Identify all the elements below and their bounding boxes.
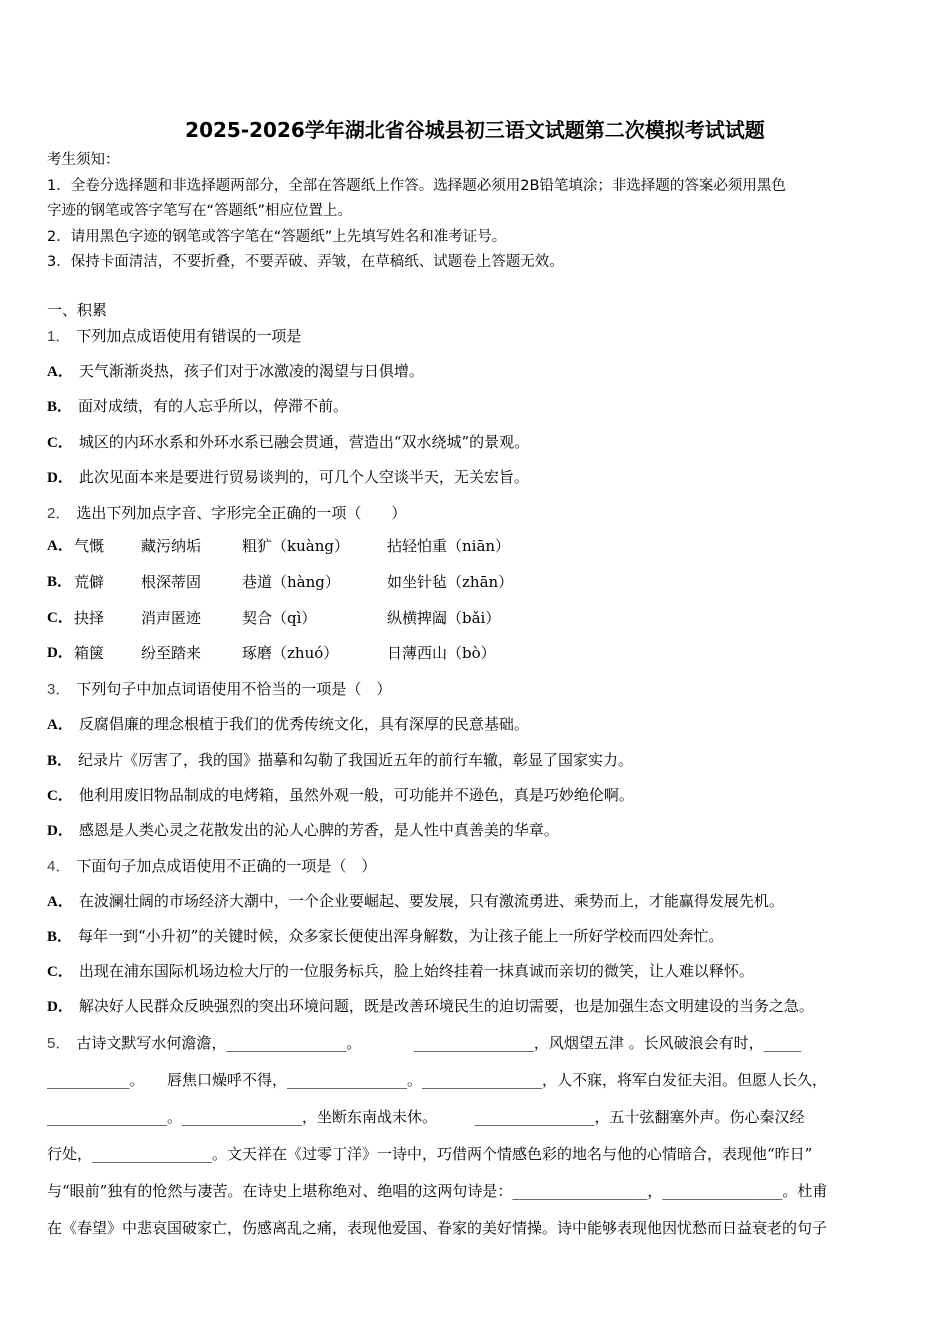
question-text-line: ________________。________________，坐断东南战未休。 ________________，五十弦翻塞外声。伤心秦汉经: [47, 1108, 805, 1126]
question-text-line: 古诗文默写水何澹澹，________________。 ________________，风烟望五津 。长风破浪会有时，_____: [76, 1034, 802, 1052]
question-text-line: ___________。 唇焦口燥呼不得，________________。________________，人不寐，将军白发征夫泪。但愿人长久，: [47, 1071, 828, 1089]
question-stem: 下列加点成语使用有错误的一项是: [76, 327, 302, 345]
option-b: [47, 572, 547, 592]
question-stem: 下列句子中加点词语使用不恰当的一项是（ ）: [76, 680, 392, 698]
question-1: [47, 326, 301, 347]
option-d: [47, 467, 529, 488]
option-d: [47, 820, 559, 841]
option-text: 解决好人民群众反映强烈的突出环境问题，既是改善环境民生的迫切需要，也是加强生态文明建设的当务之急。: [78, 997, 814, 1015]
question-3: [47, 679, 391, 700]
question-number: 1．: [47, 328, 71, 345]
option-b: [47, 926, 723, 947]
option-label: D．: [47, 470, 73, 486]
option-text: 出现在浦东国际机场边检大厅的一位服务标兵，脸上始终挂着一抹真诚而亲切的微笑，让人难以释怀。: [78, 962, 754, 980]
option-label: C．: [47, 435, 73, 451]
option-label: A．: [47, 364, 73, 380]
notice-item: 2．请用黑色字迹的钢笔或答字笔在“答题纸”上先填写姓名和准考证号。: [47, 229, 507, 245]
section-heading: 一、积累: [47, 301, 108, 319]
option-cell: 抉择: [74, 609, 105, 627]
option-text: 纪录片《厉害了，我的国》描摹和勾勒了我国近五年的前行车辙，彰显了国家实力。: [78, 751, 634, 769]
option-text: 面对成绩，有的人忘乎所以，停滞不前。: [78, 397, 349, 415]
option-cell: 粗犷（kuàng）: [242, 537, 349, 555]
question-5: [47, 1033, 801, 1054]
option-label: B．: [47, 753, 73, 769]
option-cell: 纷至踏来: [141, 644, 202, 662]
option-label: B．: [47, 929, 73, 945]
option-label: D．: [47, 823, 73, 839]
option-text: 反腐倡廉的理念根植于我们的优秀传统文化，具有深厚的民意基础。: [78, 715, 529, 733]
option-text: 在波澜壮阔的市场经济大潮中，一个企业要崛起、要发展，只有激流勇进、乘势而上，才能赢得发展先机。: [78, 892, 784, 910]
option-text: 城区的内环水系和外环水系已融会贯通，营造出“双水绕城”的景观。: [78, 433, 530, 451]
notice-item: 1．全卷分选择题和非选择题两部分，全部在答题纸上作答。选择题必须用2B铅笔填涂；非选择题的答案必须用黑色: [47, 178, 786, 194]
option-a: [47, 714, 529, 735]
option-label: A．: [47, 717, 73, 733]
option-label: C．: [47, 788, 73, 804]
option-cell: 藏污纳垢: [141, 537, 202, 555]
option-b: [47, 750, 633, 771]
option-a: [47, 536, 547, 556]
option-a: [47, 361, 424, 382]
option-c: [47, 961, 754, 982]
option-cell: 琢磨（zhuó）: [242, 644, 339, 662]
option-text: 此次见面本来是要进行贸易谈判的，可几个人空谈半天，无关宏旨。: [78, 468, 529, 486]
option-cell: 契合（qì）: [242, 609, 317, 627]
option-cell: 如坐针毡（zhān）: [387, 573, 514, 591]
question-text-line: 行处，________________。文天祥在《过零丁洋》一诗中，巧借两个情感色彩的地名与他的心情暗合，表现他“昨日”: [47, 1145, 813, 1163]
option-text: 每年一到“小升初”的关键时候，众多家长便使出浑身解数，为让孩子能上一所好学校而四处奔忙。: [78, 927, 724, 945]
question-number: 2．: [47, 505, 71, 522]
option-text: 感恩是人类心灵之花散发出的沁人心脾的芳香，是人性中真善美的华章。: [78, 821, 559, 839]
option-c: [47, 608, 547, 628]
question-2: [47, 503, 406, 524]
option-cell: 日薄西山（bò）: [387, 644, 496, 662]
option-cell: 气慨: [74, 537, 105, 555]
question-text-line: 与“眼前”独有的怆然与凄苦。在诗史上堪称绝对、绝唱的这两句诗是：__________________，________________。杜甫: [47, 1182, 828, 1200]
notice-item: 字迹的钢笔或答字笔写在“答题纸”相应位置上。: [47, 203, 353, 219]
option-cell: 荒僻: [74, 573, 105, 591]
option-d: [47, 643, 547, 663]
question-number: 5．: [47, 1035, 71, 1052]
option-b: [47, 396, 348, 417]
option-cell: 巷道（hàng）: [242, 573, 340, 591]
option-label: D．: [47, 645, 73, 661]
option-label: C．: [47, 610, 73, 626]
question-text-line: 在《春望》中悲哀国破家亡，伤感离乱之痛，表现他爱国、眷家的美好情操。诗中能够表现他因忧愁而日益衰老的句子: [47, 1219, 828, 1237]
option-cell: 消声匿迹: [141, 609, 202, 627]
option-a: [47, 891, 784, 912]
question-number: 3．: [47, 681, 71, 698]
option-cell: 纵横捭阖（bǎi）: [387, 609, 501, 627]
notice-item: 3．保持卡面清洁，不要折叠，不要弄破、弄皱，在草稿纸、试题卷上答题无效。: [47, 254, 564, 270]
question-number: 4．: [47, 858, 71, 875]
option-label: B．: [47, 399, 73, 415]
question-4: [47, 856, 376, 877]
option-d: [47, 996, 814, 1017]
option-c: [47, 785, 634, 806]
option-label: B．: [47, 574, 73, 590]
option-c: [47, 432, 529, 453]
option-label: A．: [47, 894, 73, 910]
option-label: D．: [47, 999, 73, 1015]
option-cell: 拈轻怕重（niān）: [387, 537, 511, 555]
question-stem: 选出下列加点字音、字形完全正确的一项（ ）: [76, 504, 407, 522]
option-cell: 箱箧: [74, 644, 105, 662]
question-stem: 下面句子加点成语使用不正确的一项是（ ）: [76, 857, 377, 875]
option-text: 他利用废旧物品制成的电烤箱，虽然外观一般，可功能并不逊色，真是巧妙绝伦啊。: [78, 786, 634, 804]
notice-heading: 考生须知：: [47, 152, 120, 168]
option-text: 天气渐渐炎热，孩子们对于冰激凌的渴望与日俱增。: [78, 362, 424, 380]
option-label: A．: [47, 538, 73, 554]
page-title: 2025-2026学年湖北省谷城县初三语文试题第二次模拟考试试题: [185, 118, 765, 142]
option-cell: 根深蒂固: [141, 573, 202, 591]
option-label: C．: [47, 964, 73, 980]
